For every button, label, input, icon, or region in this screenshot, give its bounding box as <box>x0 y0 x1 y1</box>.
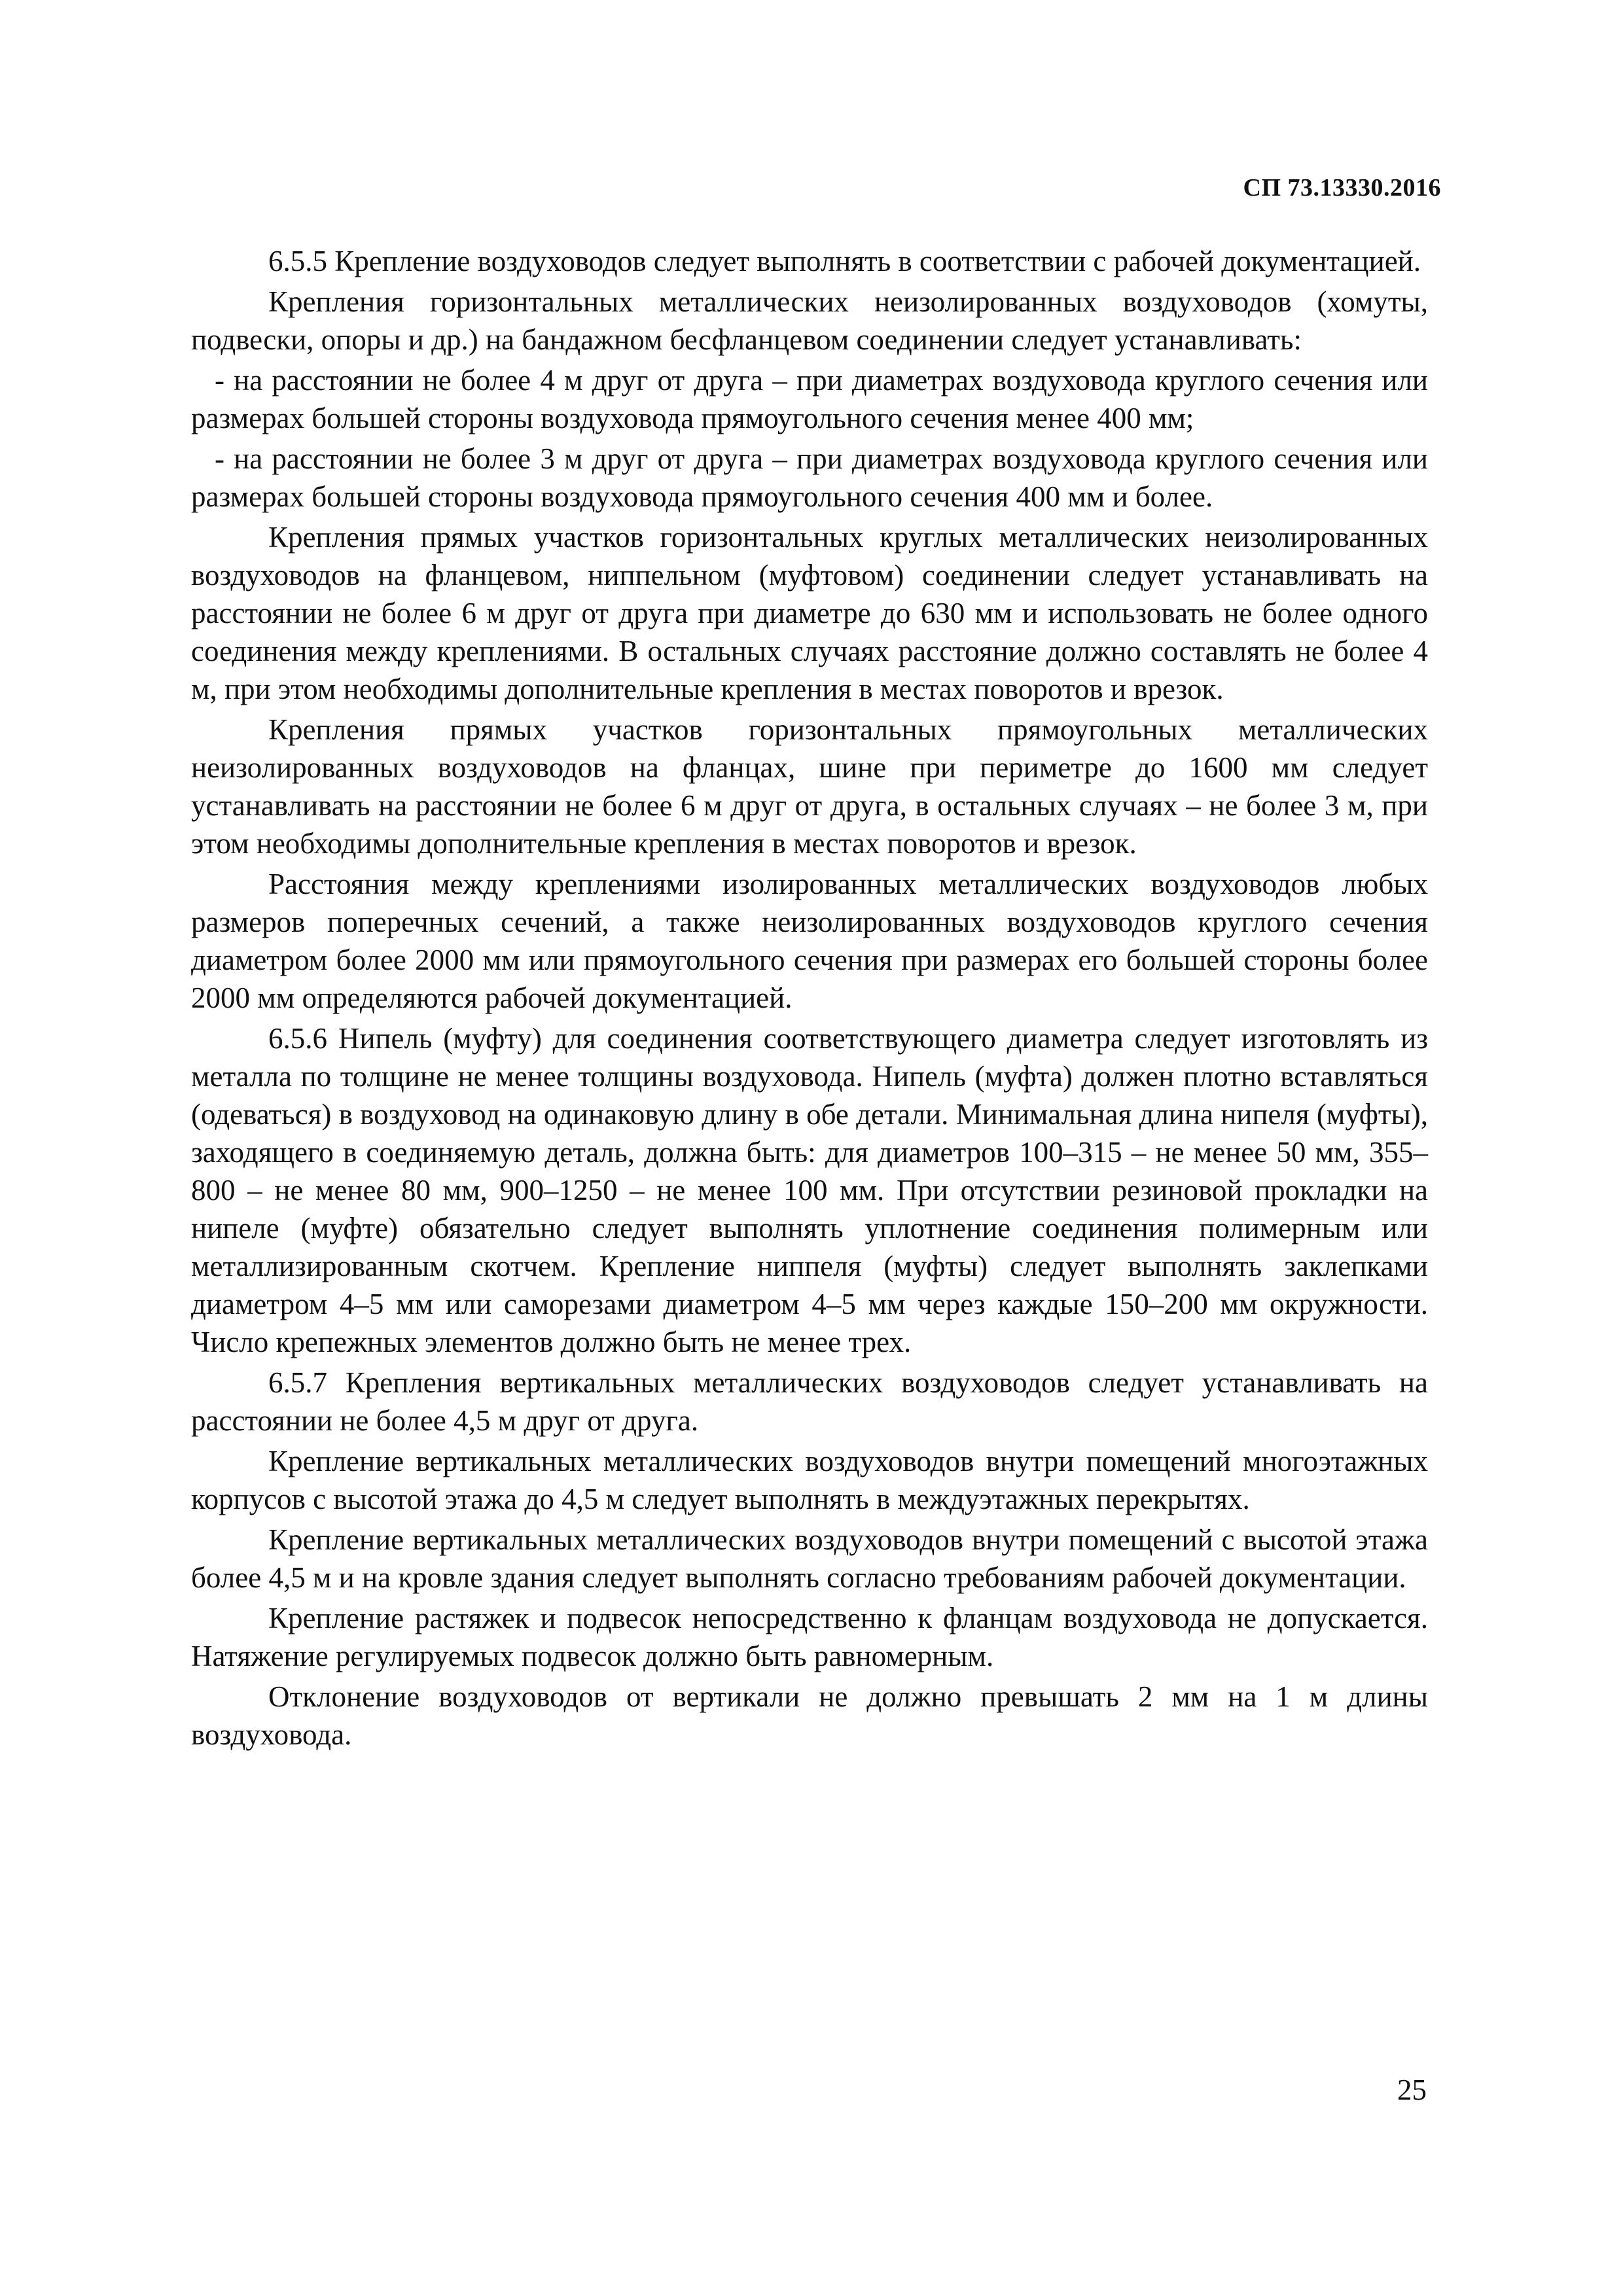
paragraph-6-5-7: 6.5.7 Крепления вертикальных металлических воздуховодов следует устанавливать на расстоянии не более 4,5 м друг от друга. <box>191 1366 1428 1437</box>
list-item-4m: - на расстоянии не более 4 м друг от друга – при диаметрах воздуховода круглого сечения или размерах большей стороны воздуховода прямоугольного сечения менее 400 мм; <box>191 364 1428 434</box>
paragraph-guy-wires: Крепление растяжек и подвесок непосредственно к фланцам воздуховода не допускается. Натяжение регулируемых подвесок должно быть равномерным. <box>191 1602 1428 1672</box>
document-body <box>191 242 1428 1756</box>
document-code-header: СП 73.13330.2016 <box>1243 174 1441 202</box>
paragraph-6-5-5: 6.5.5 Крепление воздуховодов следует выполнять в соответствии с рабочей документацией. <box>268 245 1421 277</box>
paragraph-high-floors: Крепление вертикальных металлических воздуховодов внутри помещений с высотой этажа более 4,5 м и на кровле здания следует выполнять согласно требованиям рабочей документации. <box>191 1523 1428 1594</box>
paragraph-insulated-ducts: Расстояния между креплениями изолированных металлических воздуховодов любых размеров поперечных сечений, а также неизолированных воздуховодов круглого сечения диаметром более 2000 мм или прямоугольного сечения при размерах его большей стороны более 2000 мм определяются рабочей документацией. <box>191 868 1428 1014</box>
paragraph-round-ducts: Крепления прямых участков горизонтальных круглых металлических неизолированных воздуховодов на фланцевом, ниппельном (муфтовом) соединении следует устанавливать на расстоянии не более 6 м друг от друга при диаметре до 630 мм и использовать не более одного соединения между креплениями. В остальных случаях расстояние должно составлять не более 4 м, при этом необходимы дополнительные крепления в местах поворотов и врезок. <box>191 521 1428 705</box>
page-number: 25 <box>1397 2074 1427 2106</box>
paragraph-rectangular-ducts: Крепления прямых участков горизонтальных прямоугольных металлических неизолированных воздуховодов на фланцах, шине при периметре до 1600 мм следует устанавливать на расстоянии не более 6 м друг от друга, в остальных случаях – не более 3 м, при этом необходимы дополнительные крепления в местах поворотов и врезок. <box>191 713 1428 860</box>
paragraph-vertical-deviation: Отклонение воздуховодов от вертикали не должно превышать 2 мм на 1 м длины воздуховода. <box>191 1680 1428 1751</box>
paragraph-horizontal-fastening: Крепления горизонтальных металлических неизолированных воздуховодов (хомуты, подвески, опоры и др.) на бандажном бесфланцевом соединении следует устанавливать: <box>191 285 1428 356</box>
paragraph-multistorey: Крепление вертикальных металлических воздуховодов внутри помещений многоэтажных корпусов с высотой этажа до 4,5 м следует выполнять в междуэтажных перекрытях. <box>191 1445 1428 1515</box>
list-item-3m: - на расстоянии не более 3 м друг от друга – при диаметрах воздуховода круглого сечения или размерах большей стороны воздуховода прямоугольного сечения 400 мм и более. <box>191 442 1428 513</box>
paragraph-6-5-6: 6.5.6 Нипель (муфту) для соединения соответствующего диаметра следует изготовлять из металла по толщине не менее толщины воздуховода. Нипель (муфта) должен плотно вставляться (одеваться) в воздуховод на одинаковую длину в обе детали. Минимальная длина нипеля (муфты), заходящего в соединяемую деталь, должна быть: для диаметров 100–315 – не менее 50 мм, 355–800 – не менее 80 мм, 900–1250 – не менее 100 мм. При отсутствии резиновой прокладки на нипеле (муфте) обязательно следует выполнять уплотнение соединения полимерным или металлизированным скотчем. Крепление ниппеля (муфты) следует выполнять заклепками диаметром 4–5 мм или саморезами диаметром 4–5 мм через каждые 150–200 мм окружности. Число крепежных элементов должно быть не менее трех. <box>191 1022 1428 1358</box>
